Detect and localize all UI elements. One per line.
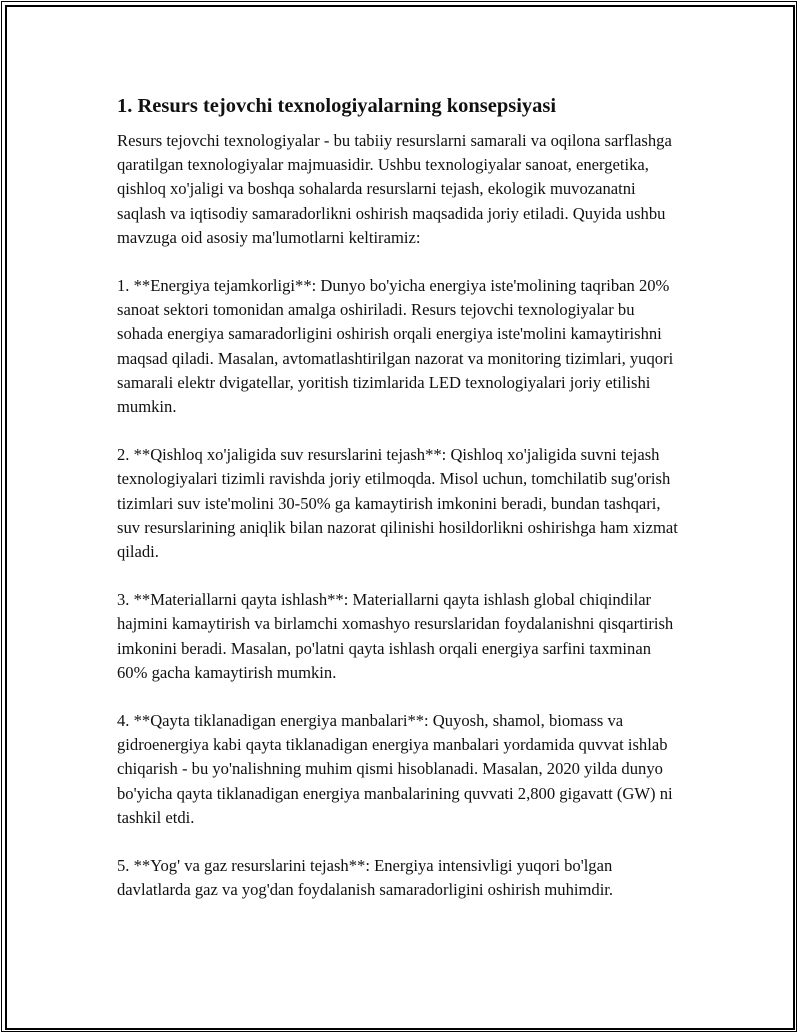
paragraph-oil-gas-saving: 5. **Yog' va gaz resurslarini tejash**: Energiya intensivligi yuqori bo'lgan davlatlarda gaz va yog'dan foydalanish samaradorligini oshirish muhimdir. xyxy=(117,856,614,900)
paragraph-water-saving: 2. **Qishloq xo'jaligida suv resurslarini tejash**: Qishloq xo'jaligida suvni tejash texnologiyalari tizimli ravishda joriy etilmoqda. Misol uchun, tomchilatib sug'orish tizimlari suv iste'molini 30-50% ga kamaytirish imkonini beradi, bundan tashqari, suv resurslarining aniqlik bilan nazorat qilinishi hosildorlikni oshirishga ham xizmat qiladi. xyxy=(117,445,678,562)
document-body xyxy=(117,92,682,926)
intro-paragraph: Resurs tejovchi texnologiyalar - bu tabiiy resurslarni samarali va oqilona sarflashga qaratilgan texnologiyalar majmuasidir. Ushbu texnologiyalar sanoat, energetika, qishloq xo'jaligi va boshqa sohalarda resurslarni tejash, ekologik muvozanatni saqlash va iqtisodiy samaradorlikni oshirish maqsadida joriy etiladi. Quyida ushbu mavzuga oid asosiy ma'lumotlarni keltiramiz: xyxy=(117,131,672,247)
document-title: 1. Resurs tejovchi texnologiyalarning konsepsiyasi xyxy=(117,95,557,117)
paragraph-renewable-energy: 4. **Qayta tiklanadigan energiya manbalari**: Quyosh, shamol, biomass va gidroenergiya kabi qayta tiklanadigan energiya manbalari yordamida quvvat ishlab chiqarish - bu yo'nalishning muhim qismi hisoblanadi. Masalan, 2020 yilda dunyo bo'yicha qayta tiklanadigan energiya manbalarining quvvati 2,800 gigavatt (GW) ni tashkil etdi. xyxy=(117,711,673,827)
paragraph-energy-efficiency: 1. **Energiya tejamkorligi**: Dunyo bo'yicha energiya iste'molining taqriban 20% sanoat sektori tomonidan amalga oshiriladi. Resurs tejovchi texnologiyalar bu sohada energiya samaradorligini oshirish orqali energiya iste'molini kamaytirishni maqsad qiladi. Masalan, avtomatlashtirilgan nazorat va monitoring tizimlari, yuqori samarali elektr dvigatellar, yoritish tizimlarida LED texnologiyalari joriy etilishi mumkin. xyxy=(117,276,674,417)
paragraph-recycling: 3. **Materiallarni qayta ishlash**: Materiallarni qayta ishlash global chiqindilar hajmini kamaytirish va birlamchi xomashyo resurslaridan foydalanishni qisqartirish imkonini beradi. Masalan, po'latni qayta ishlash orqali energiya sarfini taxminan 60% gacha kamaytirish mumkin. xyxy=(117,590,674,682)
